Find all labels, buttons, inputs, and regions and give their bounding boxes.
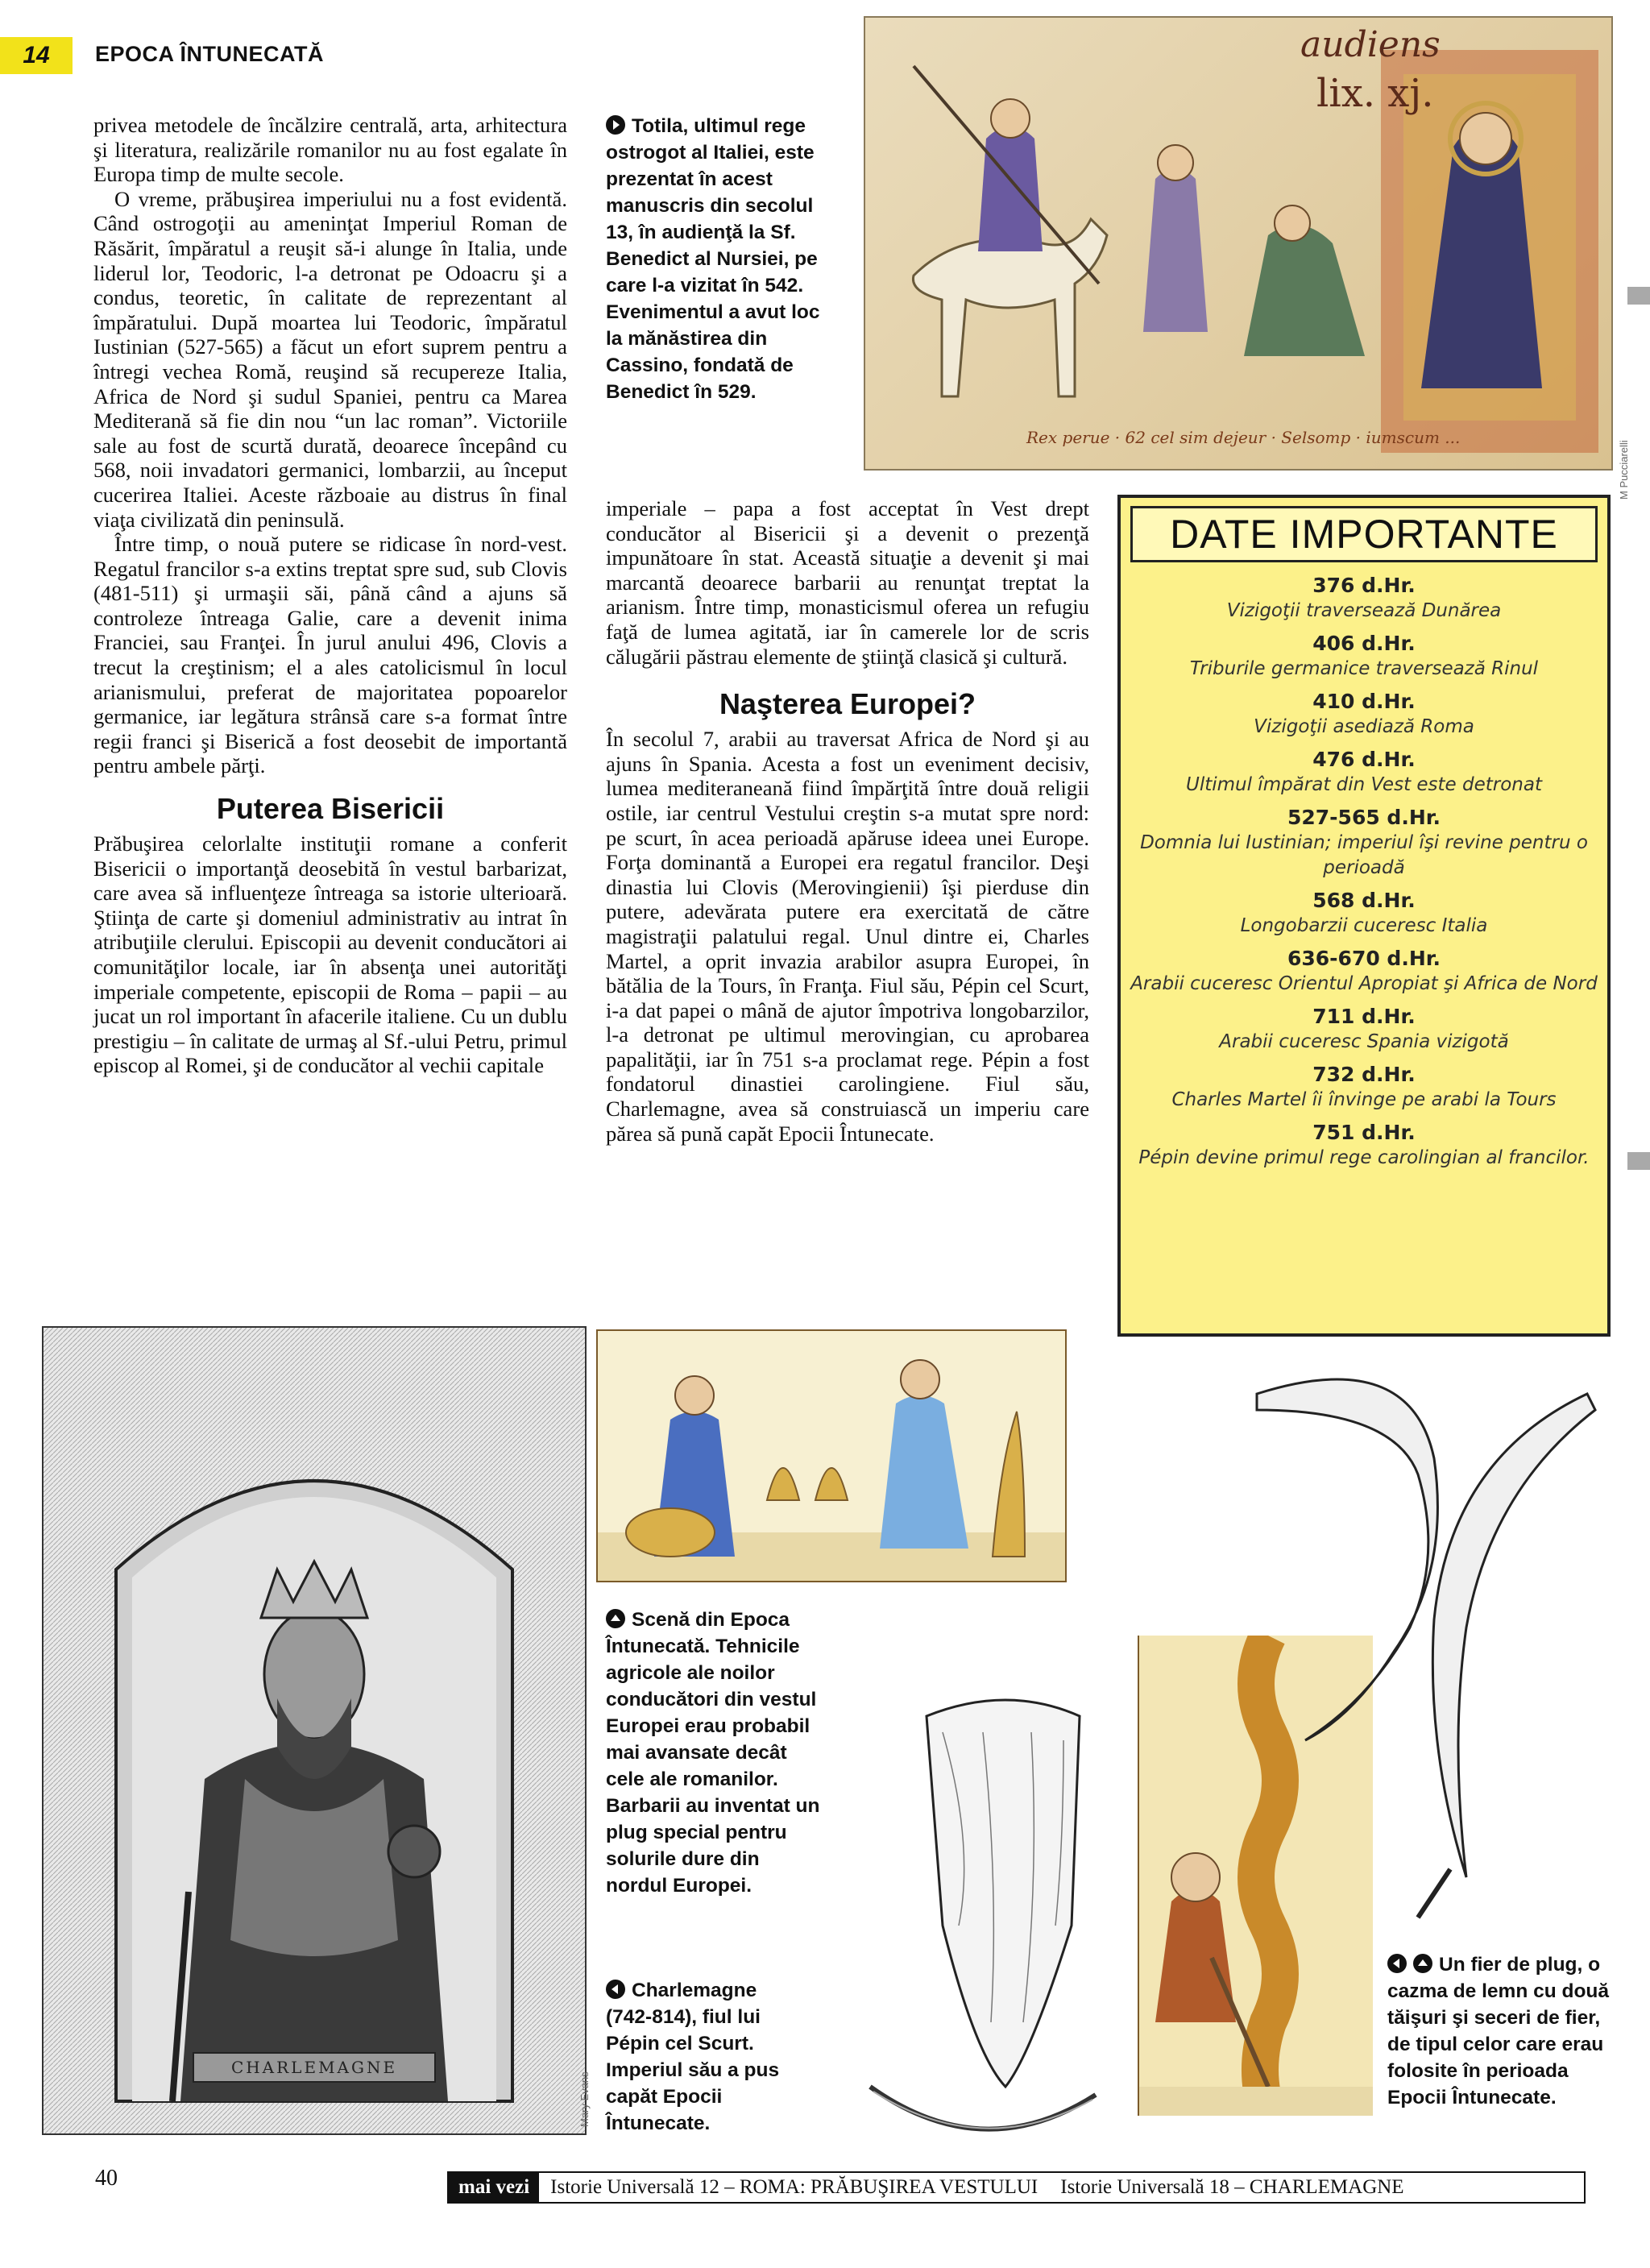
date-year: 636-670 d.Hr.: [1287, 947, 1441, 970]
date-event: Charles Martel îi învinge pe arabi la Tours: [1171, 1089, 1557, 1110]
caption-farm: [606, 1607, 823, 1899]
credit-manuscript: M Pucciarelli: [1618, 440, 1630, 500]
arrow-up-icon: [1413, 1954, 1432, 1973]
date-entry: [1129, 1003, 1599, 1055]
section-heading: Puterea Bisericii: [216, 792, 445, 826]
caption-charlemagne: [606, 1977, 807, 2137]
arrow-left-icon: [1387, 1954, 1407, 1973]
date-event: Arabii cuceresc Orientul Apropiat şi Africa de Nord: [1130, 973, 1598, 994]
paragraph: În secolul 7, arabii au traversat Africa de Nord şi au ajuns în Spania. Acesta a fost un eveniment decisiv, lumea mediteraneană fiind împărţită între două religii ostile, iar centrul Vestului creştin s-a mutat spre nord: pe scurt, în acea perioadă apăruse ideea unei Europe. Forţa dominantă a Europei era regatul francilor. Deşi dinastia lui Clovis (Merovingienii) îşi pierduse din putere, adevărata putere era exercitată de către magistraţii palatului regal. Unul dintre ei, Charles Martel, a oprit invazia arabilor asupra Europei, în bătălia de la Tours, în Franţa. Fiul său, Pépin cel Scurt, i-a dat papei o mână de ajutor împotriva longobarzilor, l-a detronat pe ultimul merovingian, cu aprobarea papalităţii, iar în 751 s-a proclamat rege. Pépin a fost fondatorul dinastiei carolingiene. Fiul său, Charlemagne, avea să construiască un imperiu care părea să pună capăt Epocii Întunecate.: [606, 727, 1089, 1146]
date-year: 711 d.Hr.: [1312, 1005, 1416, 1028]
paragraph: privea metodele de încălzire centrală, arta, arhitectura şi literatura, realizările romanilor nu au fost egalate în Europa timp de multe secole.: [93, 113, 567, 187]
sickle-two: [1432, 1394, 1595, 1877]
crown-icon: [261, 1561, 367, 1618]
paragraph: O vreme, prăbuşirea imperiului nu a fost evidentă. Când ostrogoţii au ameninţat Imperiul Roman de Răsărit, împăratul a reuşit să-i alunge în Italia, unde liderul lor, Teodoric, l-a detronat pe Odoacru şi a condus, teoretic, în calitate de reprezentant al împăratului. După moartea lui Teodoric, împăratul Iustinian (527-565) a făcut un efort suprem pentru a întregi vechea Romă, reuşind să recupereze Italia, Africa de Nord şi sudul Spaniei, pentru ca Marea Mediterană să fie din nou “un lac roman”. Victoriile sale au fost de scurtă durată, deoarece începând cu 568, noii invadatori germanici, lombarzii, au început cucerirea Italiei. Aceste războaie au distrus în final viaţa civilizată din peninsulă.: [93, 186, 567, 532]
arrow-left-icon: [606, 1980, 625, 1999]
caption-text: Un fier de plug, o cazma de lemn cu două tăişuri şi seceri de fier, de tipul celor care erau folosite în perioada Epocii Întunecate.: [1387, 1954, 1610, 2108]
date-event: Domnia lui Iustinian; imperiul îşi revine pentru o perioadă: [1140, 832, 1588, 878]
paragraph: Prăbuşirea celorlalte instituţii romane a conferit Bisericii o importanţă deosebită în vestul barbarizat, care avea să influenţeze întreaga sa istorie ulterioară. Ştiinţa de carte şi domeniul administrativ au intrat în atribuţiile clerului. Episcopii au devenit conducători ai comunităţilor locale, iar în absenţa unei autorităţi imperiale competente, episcopii de Roma – papii – au jucat un rol important în afacerile italiene. Cu un dublu prestigiu – în calitate de urmaş al Sf.-ului Petru, primul episcop al Romei, şi de conducător al vechii capitale: [93, 831, 567, 1078]
date-event: Ultimul împărat din Vest este detronat: [1185, 774, 1542, 795]
dates-title: DATE IMPORTANTE: [1130, 506, 1598, 562]
page-number: 40: [95, 2166, 118, 2191]
date-event: Triburile germanice traversează Rinul: [1189, 658, 1539, 679]
side-tab: [1627, 287, 1650, 305]
manuscript-illustration: [864, 16, 1613, 471]
see-also-bar: [447, 2171, 1586, 2204]
kneeling-figure: [1244, 225, 1365, 356]
ploughshare-highlight: [873, 2092, 1092, 2129]
page-tab: 14: [0, 37, 73, 74]
iron-sickles-illustration: [1208, 1362, 1611, 1926]
date-event: Pépin devine primul rege carolingian al francilor.: [1138, 1147, 1590, 1168]
arrow-up-icon: [606, 1609, 625, 1628]
paragraph: Între timp, o nouă putere se ridicase în nord-vest. Regatul francilor s-a extins treptat spre sud, sub Clovis (481-511) şi urmaşii săi, până când a ajuns să controleze întreaga Galie, care a devenit inima Franciei, sau Franţei. În jurul anului 496, Clovis a trecut la creştinism; el a ales catolicismul în locul arianismului, preferat de majoritatea popoarelor germanice, iar legătura strânsă care s-a format între regii franci şi Biserică a fost deosebit de importantă pentru ambele părţi.: [93, 532, 567, 778]
credit-engraving: Mary Evans: [578, 2071, 591, 2127]
date-year: 476 d.Hr.: [1312, 748, 1416, 771]
date-entry: [1129, 746, 1599, 798]
side-tab: [1627, 1152, 1650, 1170]
date-entry: [1129, 572, 1599, 624]
engraving-drawing: [44, 1328, 585, 2133]
sickle-tang: [1418, 1869, 1450, 1918]
wheat-stalks: [993, 1412, 1025, 1557]
charlemagne-engraving: [42, 1326, 587, 2135]
date-event: Arabii cuceresc Spania vizigotă: [1219, 1031, 1509, 1052]
caption-tools: [1387, 1951, 1610, 2111]
sickle-one: [1257, 1379, 1437, 1740]
date-entry: [1129, 1061, 1599, 1113]
manuscript-bottom-text: Rex perue · 62 cel sim dejeur · Selsomp · iumscum ...: [1026, 428, 1461, 447]
globus-icon: [388, 1826, 440, 1877]
arrow-right-icon: [606, 115, 625, 135]
paragraph: imperiale – papa a fost acceptat în Vest drept conducător al Bisericii şi a devenit o prezenţă impunătoare în stat. Această situaţie a devenit şi mai marcantă deoarece barbarii au renunţat treptat la arianism. Între timp, monasticismul oferea un refugiu faţă de lumea agitată, iar în camerele lor de scris călugării păstrau elemente de ştiinţă clasică şi cultură.: [606, 496, 1089, 669]
date-year: 751 d.Hr.: [1312, 1121, 1416, 1144]
date-entry: [1129, 1119, 1599, 1171]
date-year: 732 d.Hr.: [1312, 1063, 1416, 1086]
date-year: 527-565 d.Hr.: [1287, 806, 1441, 829]
date-event: Vizigoţii traversează Dunărea: [1226, 600, 1502, 621]
date-event: Longobarzii cuceresc Italia: [1240, 915, 1488, 936]
farmer-two: [880, 1395, 968, 1549]
date-year: 410 d.Hr.: [1312, 690, 1416, 713]
spade-drawing: [910, 1684, 1101, 2095]
grain-pile: [626, 1508, 715, 1557]
manuscript-drawing: [865, 18, 1611, 469]
ground: [1139, 2087, 1373, 2116]
section-title: EPOCA ÎNTUNECATĂ: [95, 42, 324, 66]
manuscript-roman-text: lix. xj.: [1316, 71, 1434, 116]
manuscript-top-text: audiens: [1300, 24, 1441, 65]
monk-head: [1460, 113, 1511, 164]
farm-scene-illustration: [596, 1329, 1067, 1582]
dates-list: [1129, 572, 1599, 1177]
farmer-two-head: [901, 1360, 939, 1399]
see-also-link[interactable]: Istorie Universală 18 – CHARLEMAGNE: [1060, 2176, 1404, 2198]
date-year: 406 d.Hr.: [1312, 632, 1416, 655]
wooden-spade-illustration: [910, 1684, 1101, 2095]
sheaf: [767, 1468, 799, 1500]
date-entry: [1129, 945, 1599, 997]
date-event: Vizigoţii asediază Roma: [1254, 716, 1474, 737]
engraving-label: CHARLEMAGNE: [230, 2058, 398, 2077]
date-entry: [1129, 630, 1599, 682]
farm-scene-drawing: [598, 1331, 1065, 1581]
section-heading: Naşterea Europei?: [719, 687, 976, 721]
kneeling-head: [1275, 205, 1310, 241]
attendant-head: [1158, 145, 1193, 180]
date-year: 376 d.Hr.: [1312, 574, 1416, 597]
iron-ploughshare-illustration: [862, 2079, 1104, 2143]
caption-text: Charlemagne (742-814), fiul lui Pépin cel Scurt. Imperiul său a pus capăt Epocii Întunecate.: [606, 1980, 780, 2134]
rider-head: [991, 99, 1030, 138]
farmer-one-head: [675, 1376, 714, 1415]
sickles-drawing: [1208, 1362, 1611, 1926]
attendant: [1143, 169, 1208, 333]
sheaf: [815, 1468, 848, 1500]
middle-column: [606, 496, 1089, 1146]
rider: [978, 126, 1043, 251]
caption-text: Totila, ultimul rege ostrogot al Italiei, este prezentat în acest manuscris din secolul 13, în audienţă la Sf. Benedict al Nursiei, pe care l-a vizitat în 542. Evenimentul a avut loc la mănăstirea din Cassino, fondată de Benedict în 529.: [606, 115, 820, 403]
caption-text: Scenă din Epoca Întunecată. Tehnicile agricole ale noilor conducători din vestul Europei erau probabil mai avansate decât cele ale romanilor. Barbarii au inventat un plug special pentru solurile dure din nordul Europei.: [606, 1609, 820, 1897]
date-year: 568 d.Hr.: [1312, 889, 1416, 912]
see-also-link[interactable]: Istorie Universală 12 – ROMA: PRĂBUŞIREA VESTULUI: [550, 2176, 1039, 2198]
date-entry: [1129, 688, 1599, 740]
important-dates-box: [1117, 495, 1611, 1337]
date-entry: [1129, 887, 1599, 939]
see-also-label: mai vezi: [449, 2173, 539, 2202]
left-column: [93, 113, 567, 1078]
caption-totila: [606, 113, 841, 405]
date-entry: [1129, 804, 1599, 881]
